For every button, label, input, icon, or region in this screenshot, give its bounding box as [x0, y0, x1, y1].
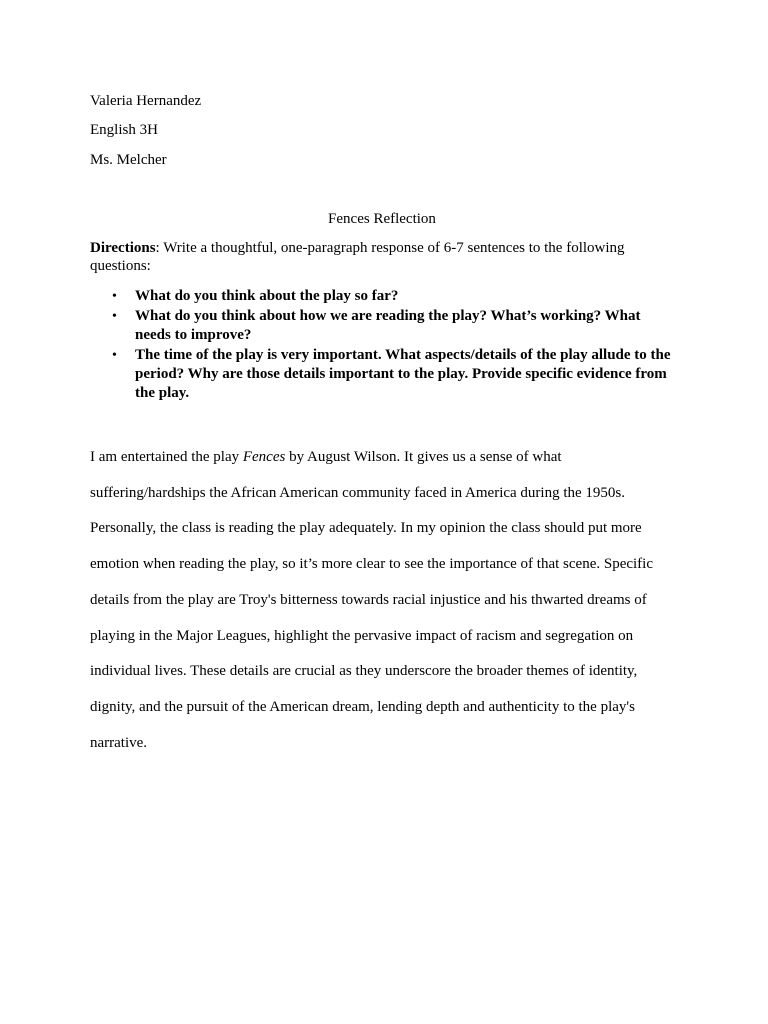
directions-label: Directions — [90, 240, 156, 256]
question-text: The time of the play is very important. What aspects/details of the play allude to the period? Why are those details important to the play. Provide specific evidence from the play. — [135, 347, 671, 401]
bullet-icon: • — [112, 309, 117, 324]
question-text: What do you think about the play so far? — [135, 288, 399, 304]
response-paragraph — [90, 440, 680, 761]
response-intro: I am entertained the play — [90, 449, 243, 465]
question-text: What do you think about how we are reading the play? What’s working? What needs to improve? — [135, 308, 641, 343]
response-body: by August Wilson. It gives us a sense of what suffering/hardships the African American community faced in America during the 1950s. Personally, the class is reading the play adequately. In my opinion the class should put more emotion when reading the play, so it’s more clear to see the importance of that scene. Specific details from the play are Troy's bitterness towards racial injustice and his thwarted dreams of playing in the Major Leagues, highlight the pervasive impact of racism and segregation on individual lives. These details are crucial as they underscore the broader themes of identity, dignity, and the pursuit of the American dream, lending depth and authenticity to the play's narrative. — [90, 449, 653, 751]
document-title: Fences Reflection — [328, 211, 436, 227]
student-name: Valeria Hernandez — [90, 93, 202, 109]
bullet-icon: • — [112, 289, 117, 304]
question-list — [90, 287, 680, 403]
document-page — [90, 92, 680, 761]
question-item — [112, 307, 680, 345]
question-item — [112, 346, 680, 403]
bullet-icon: • — [112, 348, 117, 363]
teacher-name: Ms. Melcher — [90, 152, 167, 168]
directions-paragraph — [90, 239, 680, 275]
question-item — [112, 287, 680, 306]
course-name: English 3H — [90, 122, 158, 138]
directions-text: : Write a thoughtful, one-paragraph response of 6-7 sentences to the following questions: — [90, 240, 625, 274]
play-title: Fences — [242, 449, 286, 465]
